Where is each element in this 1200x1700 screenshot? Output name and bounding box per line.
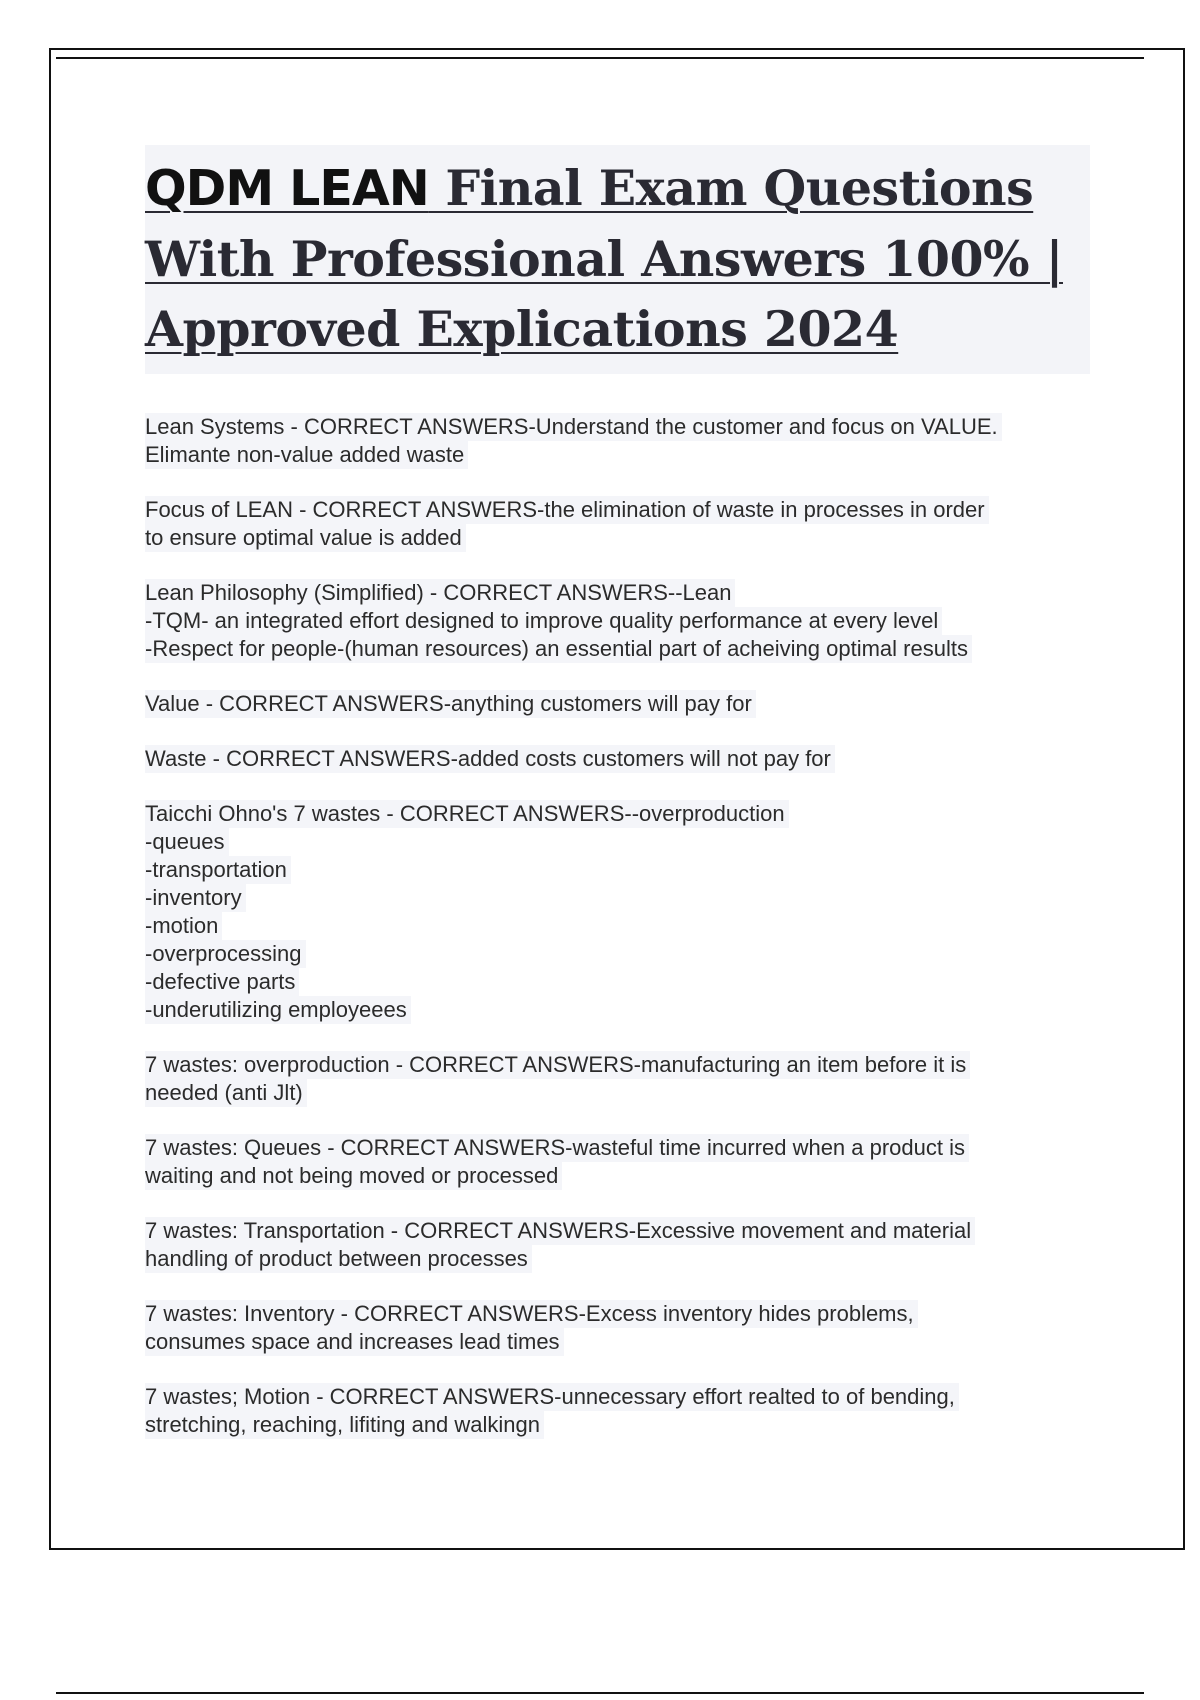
qa-item: [145, 496, 1095, 552]
qa-line: 7 wastes: Queues - CORRECT ANSWERS-wasteful time incurred when a product is: [145, 1134, 969, 1162]
qa-item: [145, 1217, 1095, 1273]
qa-item: [145, 690, 1095, 718]
qa-line: Lean Philosophy (Simplified) - CORRECT ANSWERS--Lean: [145, 579, 735, 607]
top-rule: [56, 57, 1144, 59]
qa-line: stretching, reaching, lifiting and walkingn: [145, 1411, 544, 1439]
qa-item: [145, 1134, 1095, 1190]
qa-line: Waste - CORRECT ANSWERS-added costs customers will not pay for: [145, 745, 835, 773]
qa-line: 7 wastes: Inventory - CORRECT ANSWERS-Excess inventory hides problems,: [145, 1300, 918, 1328]
title-brand: QDM LEAN: [145, 160, 429, 217]
qa-item: [145, 745, 1095, 773]
qa-line: -motion: [145, 912, 222, 940]
qa-item: [145, 1383, 1095, 1439]
qa-item: [145, 579, 1095, 663]
title-block: [145, 145, 1090, 374]
qa-line: Value - CORRECT ANSWERS-anything customers will pay for: [145, 690, 756, 718]
qa-line: -defective parts: [145, 968, 299, 996]
qa-item: [145, 1051, 1095, 1107]
qa-line: 7 wastes: Transportation - CORRECT ANSWERS-Excessive movement and material: [145, 1217, 975, 1245]
qa-line: waiting and not being moved or processed: [145, 1162, 562, 1190]
qa-line: consumes space and increases lead times: [145, 1328, 564, 1356]
qa-list: [145, 413, 1095, 1466]
qa-line: -TQM- an integrated effort designed to improve quality performance at every level: [145, 607, 942, 635]
qa-line: -overprocessing: [145, 940, 306, 968]
qa-line: Focus of LEAN - CORRECT ANSWERS-the elimination of waste in processes in order: [145, 496, 989, 524]
qa-line: -queues: [145, 828, 229, 856]
qa-line: needed (anti Jlt): [145, 1079, 307, 1107]
title-line1-rest: Final Exam Questions: [428, 159, 1034, 217]
qa-line: Taicchi Ohno's 7 wastes - CORRECT ANSWERS--overproduction: [145, 800, 789, 828]
qa-line: -transportation: [145, 856, 291, 884]
qa-item: [145, 1300, 1095, 1356]
document-title: [145, 153, 1090, 364]
qa-line: -inventory: [145, 884, 246, 912]
qa-line: to ensure optimal value is added: [145, 524, 466, 552]
qa-line: 7 wastes; Motion - CORRECT ANSWERS-unnecessary effort realted to of bending,: [145, 1383, 959, 1411]
qa-line: Elimante non-value added waste: [145, 441, 468, 469]
qa-item: [145, 800, 1095, 1024]
qa-line: handling of product between processes: [145, 1245, 532, 1273]
qa-item: [145, 413, 1095, 469]
title-line3: Approved Explications 2024: [145, 300, 899, 358]
bottom-rule: [56, 1692, 1144, 1694]
qa-line: -Respect for people-(human resources) an essential part of acheiving optimal results: [145, 635, 972, 663]
qa-line: Lean Systems - CORRECT ANSWERS-Understand the customer and focus on VALUE.: [145, 413, 1002, 441]
qa-line: 7 wastes: overproduction - CORRECT ANSWERS-manufacturing an item before it is: [145, 1051, 970, 1079]
title-line2: With Professional Answers 100% |: [145, 230, 1063, 288]
qa-line: -underutilizing employeees: [145, 996, 411, 1024]
